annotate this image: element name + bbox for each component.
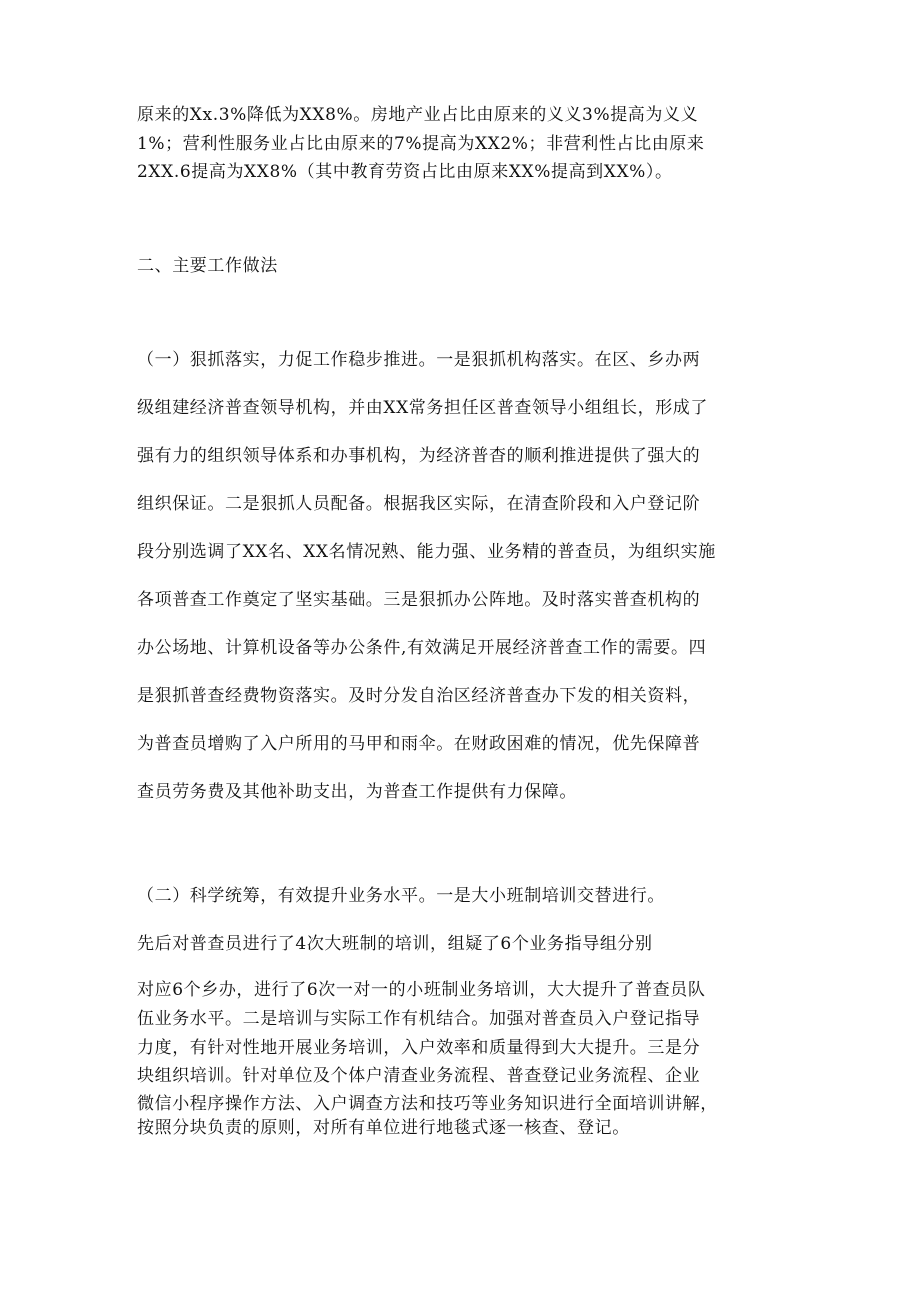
paragraph-2-line-5: 段分别选调了XX名、XX名情况熟、能力强、业务精的普查员，为组织实施 <box>137 542 716 562</box>
paragraph-2-line-6: 各项普查工作奠定了坚实基础。三是狠抓办公阵地。及时落实普查机构的 <box>137 590 701 610</box>
paragraph-3-line-7: 微信小程序操作方法、入户调查方法和技巧等业务知识进行全面培训讲解， <box>137 1094 718 1114</box>
paragraph-2-line-7: 办公场地、计算机设备等办公条件,有效满足开展经济普查工作的需要。四 <box>137 638 707 658</box>
paragraph-1-line-3: 2XX.6提高为XX8%（其中教育劳资占比由原来XX%提高到XX%）。 <box>137 162 673 182</box>
section-heading: 二、主要工作做法 <box>137 256 278 276</box>
paragraph-1-line-2: 1%；营利性服务业占比由原来的7%提高为XX2%；非营利性占比由原来 <box>137 134 705 154</box>
paragraph-2-line-8: 是狠抓普查经费物资落实。及时分发自治区经济普查办下发的相关资料， <box>137 686 701 706</box>
paragraph-2-line-10: 查员劳务费及其他补助支出，为普查工作提供有力保障。 <box>137 782 577 802</box>
paragraph-3-line-3: 对应6个乡办，进行了6次一对一的小班制业务培训，大大提升了普查员队 <box>137 980 706 1000</box>
paragraph-3-line-2: 先后对普查员进行了4次大班制的培训，组疑了6个业务指导组分别 <box>137 934 653 954</box>
paragraph-3-line-6: 块组织培训。针对单位及个体户清查业务流程、普查登记业务流程、企业 <box>137 1066 701 1086</box>
paragraph-1-line-1: 原来的Xx.3%降低为XX8%。房地产业占比由原来的义义3%提高为义义 <box>137 105 699 125</box>
paragraph-3-line-4: 伍业务水平。二是培训与实际工作有机结合。加强对普查员入户登记指导 <box>137 1009 701 1029</box>
paragraph-2-line-3: 强有力的组织领导体系和办事机构，为经济普杳的顺利推进提供了强大的 <box>137 446 701 466</box>
paragraph-2-line-2: 级组建经济普查领导机构，并由XX常务担任区普查领导小组组长，形成了 <box>137 398 709 418</box>
paragraph-2-line-4: 组织保证。二是狠抓人员配备。根据我区实际，在清查阶段和入户登记阶 <box>137 494 701 514</box>
paragraph-2-line-9: 为普查员增购了入户所用的马甲和雨伞。在财政困难的情况，优先保障普 <box>137 734 701 754</box>
paragraph-3-line-5: 力度，有针对性地开展业务培训，入户效率和质量得到大大提升。三是分 <box>137 1038 701 1058</box>
paragraph-3-line-1: （二）科学统筹，有效提升业务水平。一是大小班制培训交替进行。 <box>137 886 665 906</box>
paragraph-2-line-1: （一）狠抓落实，力促工作稳步推进。一是狠抓机构落实。在区、乡办两 <box>137 350 701 370</box>
paragraph-3-line-8: 按照分块负责的原则，对所有单位进行地毯式逐一核查、登记。 <box>137 1118 630 1138</box>
